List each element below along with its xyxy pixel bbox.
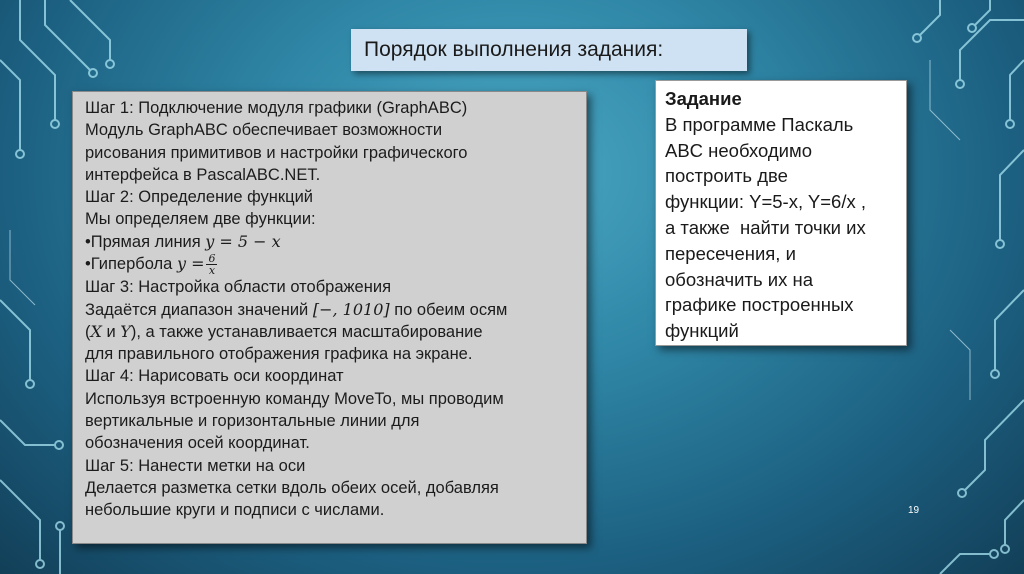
task-line: В программе Паскаль [665, 113, 854, 135]
step-1-text: интерфейса в PascalABC.NET. [85, 165, 321, 184]
step-5-text: Делается разметка сетки вдоль обеих осей, добавляя [85, 478, 499, 497]
step-2-heading: Шаг 2: Определение функций [85, 188, 314, 207]
step-1-text: Модуль GraphABC обеспечивает возможности [85, 121, 443, 140]
step-1-heading: Шаг 1: Подключение модуля графики (GraphABC) [85, 99, 468, 117]
step-4-text: Используя встроенную команду MoveTo, мы проводим [85, 389, 504, 408]
axis-x: X [90, 321, 102, 341]
step-3-text [85, 321, 576, 343]
fraction-denominator: x [208, 264, 216, 278]
task-line: пересечения, и [665, 242, 796, 264]
step-3-text [85, 299, 576, 321]
slide-title-text: Порядок выполнения задания: [364, 38, 664, 61]
task-line: графике построенных [665, 294, 854, 316]
hyperbola-fraction [206, 253, 217, 276]
bullet-hyperbola-label: •Гипербола [85, 255, 177, 274]
axis-y: Y [120, 321, 131, 341]
task-line: ABC необходимо [665, 139, 813, 161]
task-panel [655, 80, 907, 346]
step-3-text-a: Задаётся диапазон значений [85, 300, 313, 319]
step-4-text: вертикальные и горизонтальные линии для [85, 412, 420, 430]
line-formula: y = 5 − x [205, 231, 281, 251]
task-line: обозначить их на [665, 268, 813, 290]
bullet-line-label: •Прямая линия [85, 232, 206, 251]
page-number: 19 [908, 505, 920, 516]
conjunction: и [101, 322, 121, 341]
step-4-heading: Шаг 4: Нарисовать оси координат [85, 367, 344, 386]
task-line: функций [665, 320, 739, 342]
task-line: построить две [665, 165, 788, 187]
step-1-text: рисования примитивов и настройки графического [85, 143, 468, 162]
step-4-text: обозначения осей координат. [85, 434, 310, 453]
step-5-heading: Шаг 5: Нанести метки на оси [85, 456, 306, 475]
task-title: Задание [665, 88, 742, 109]
task-line: функции: Y=5-x, Y=6/x , [665, 191, 867, 213]
step-2-text: Мы определяем две функции: [85, 210, 316, 229]
step-3-heading: Шаг 3: Настройка области отображения [85, 278, 391, 297]
step-3-text: для правильного отображения графика на экране. [85, 345, 473, 364]
paren-open: ( [85, 322, 91, 341]
steps-panel [72, 91, 587, 544]
step-3-text-b: по обеим осям [389, 300, 508, 319]
fraction-numerator: 6 [208, 252, 216, 266]
step-3-text-c: ), а также устанавливается масштабирование [130, 322, 483, 341]
slide-title [351, 29, 747, 71]
step-2-bullet-hyperbola [85, 253, 576, 276]
task-line: а также найти точки их [665, 216, 866, 238]
step-2-bullet-line [85, 231, 576, 253]
hyperbola-formula-lhs: y = [176, 254, 205, 274]
step-5-text: небольшие круги и подписи с числами. [85, 501, 385, 520]
range-formula: [−, 1010] [312, 299, 390, 319]
